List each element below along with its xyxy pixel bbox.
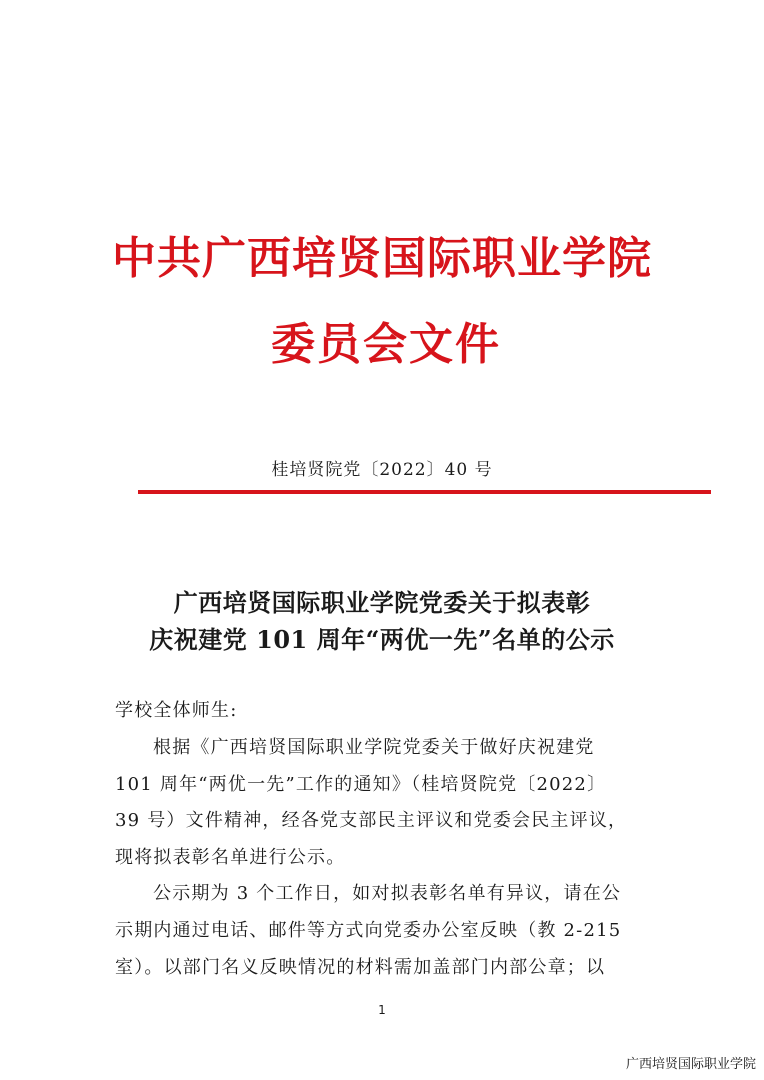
body-paragraphs	[115, 730, 627, 986]
salutation: 学校全体师生:	[115, 700, 238, 721]
notice-title-line1: 广西培贤国际职业学院党委关于拟表彰	[173, 588, 591, 617]
body-line: 现将拟表彰名单进行公示。	[115, 846, 346, 868]
page-number: 1	[378, 1003, 386, 1017]
red-header-title-line2: 委员会文件	[271, 319, 501, 370]
notice-title-line2: 庆祝建党 101 周年“两优一先”名单的公示	[149, 625, 615, 654]
source-watermark: 广西培贤国际职业学院	[625, 1057, 756, 1072]
body-line: 室）。以部门名义反映情况的材料需加盖部门内部公章；以	[115, 956, 606, 978]
document-number: 桂培贤院党〔2022〕40 号	[271, 460, 493, 480]
body-line: 公示期为 3 个工作日，如对拟表彰名单有异议，请在公	[153, 883, 622, 905]
body-line: 39 号）文件精神，经各党支部民主评议和党委会民主评议，	[115, 810, 628, 832]
red-header-title-line1: 中共广西培贤国际职业学院	[112, 233, 652, 284]
body-line: 根据《广西培贤国际职业学院党委关于做好庆祝建党	[153, 737, 595, 758]
body-line: 101 周年“两优一先”工作的通知》（桂培贤院党〔2022〕	[115, 773, 607, 795]
body-line: 示期内通过电话、邮件等方式向党委办公室反映（教 2-215	[115, 919, 622, 941]
red-divider-line	[138, 490, 711, 494]
